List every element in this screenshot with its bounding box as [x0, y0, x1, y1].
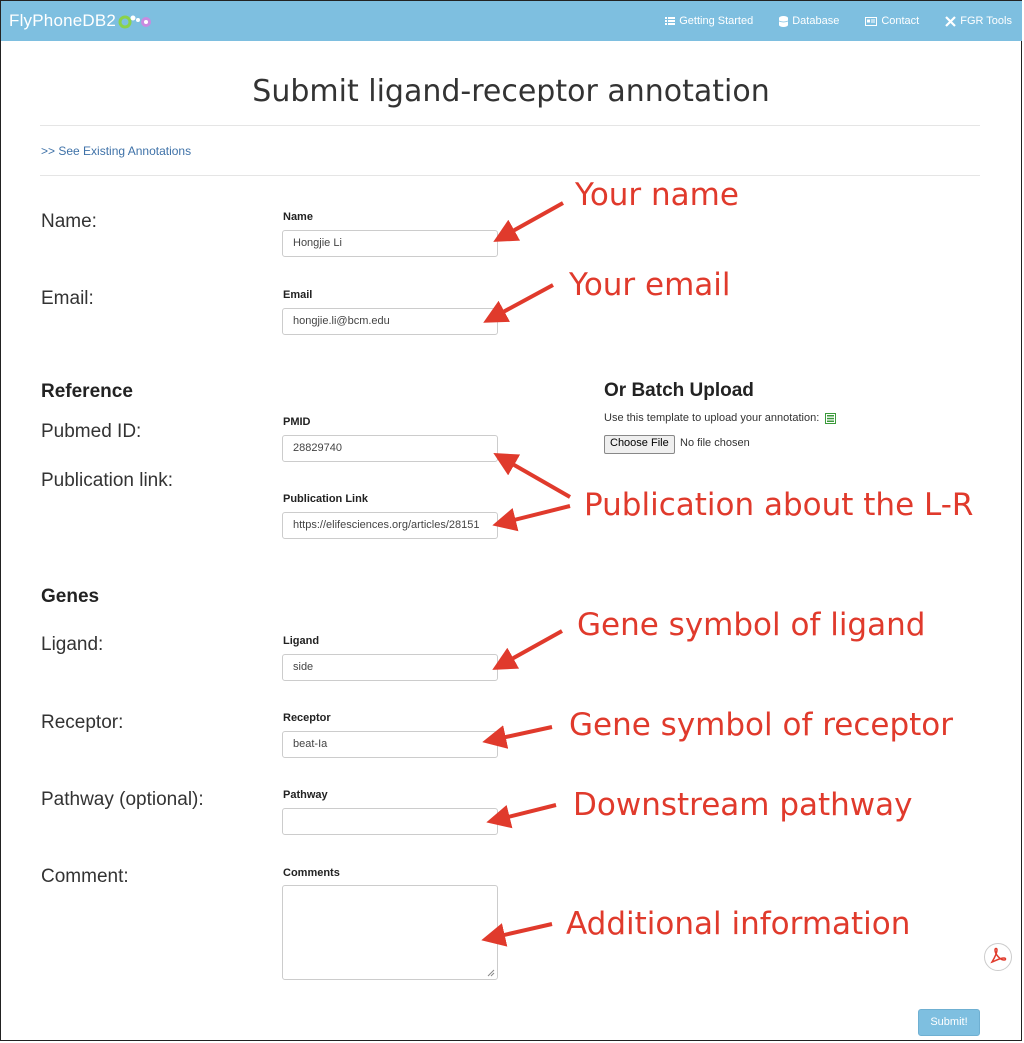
name-row-label: Name:	[41, 211, 97, 232]
arrow-to-email	[492, 285, 553, 318]
nav-database-label: Database	[792, 15, 840, 27]
annotation-pathway: Downstream pathway	[573, 787, 913, 823]
pdf-icon	[985, 944, 1011, 970]
pathway-field-label: Pathway	[283, 789, 328, 801]
see-existing-annotations-link[interactable]: >> See Existing Annotations	[41, 144, 192, 158]
choose-file-button[interactable]: Choose File	[604, 435, 675, 454]
reference-heading: Reference	[41, 381, 133, 402]
arrow-to-receptor	[492, 727, 552, 740]
genes-heading: Genes	[41, 586, 100, 607]
annotation-your-name: Your name	[575, 177, 739, 213]
comment-row-label: Comment:	[41, 866, 129, 887]
pubmed-row-label: Pubmed ID:	[41, 421, 142, 442]
nav-contact-label: Contact	[881, 15, 920, 27]
no-file-chosen-text: No file chosen	[680, 437, 750, 449]
receptor-field-label: Receptor	[283, 712, 331, 724]
comments-field-label: Comments	[283, 867, 340, 879]
nav-fgr-tools-label: FGR Tools	[960, 15, 1012, 27]
email-input[interactable]: hongjie.li@bcm.edu	[282, 308, 498, 335]
name-field-label: Name	[283, 211, 313, 223]
ligand-input[interactable]: side	[282, 654, 498, 681]
submit-button[interactable]: Submit!	[918, 1009, 980, 1036]
arrow-to-publink	[502, 506, 570, 523]
email-row-label: Email:	[41, 288, 94, 309]
annotation-additional: Additional information	[566, 906, 911, 942]
publication-link-input[interactable]: https://elifesciences.org/articles/28151	[282, 512, 498, 539]
ligand-row-label: Ligand:	[41, 634, 104, 655]
arrow-to-comments	[491, 924, 552, 938]
publication-link-row-label: Publication link:	[41, 470, 174, 491]
name-input[interactable]: Hongjie Li	[282, 230, 498, 257]
annotation-your-email: Your email	[569, 267, 731, 303]
brand-title[interactable]: FlyPhoneDB2	[9, 11, 117, 30]
arrow-to-pathway	[496, 805, 556, 820]
batch-upload-text: Use this template to upload your annotation:	[604, 412, 820, 424]
email-field-label: Email	[283, 289, 313, 301]
pmid-field-label: PMID	[283, 416, 311, 428]
receptor-input[interactable]: beat-Ia	[282, 731, 498, 758]
pathway-row-label: Pathway (optional):	[41, 789, 204, 810]
annotation-publication: Publication about the L-R	[584, 487, 974, 523]
arrow-to-ligand	[501, 631, 562, 665]
receptor-row-label: Receptor:	[41, 712, 124, 733]
pdf-export-button[interactable]	[984, 943, 1012, 971]
arrow-to-name	[502, 203, 563, 237]
annotation-receptor: Gene symbol of receptor	[569, 707, 954, 743]
page-title: Submit ligand-receptor annotation	[252, 74, 770, 109]
annotation-ligand: Gene symbol of ligand	[577, 607, 926, 643]
arrow-to-pmid	[502, 458, 570, 497]
publication-link-field-label: Publication Link	[283, 493, 368, 505]
pmid-input[interactable]: 28829740	[282, 435, 498, 462]
nav-getting-started-label: Getting Started	[679, 15, 754, 27]
ligand-field-label: Ligand	[283, 635, 320, 647]
batch-upload-heading: Or Batch Upload	[604, 380, 754, 401]
